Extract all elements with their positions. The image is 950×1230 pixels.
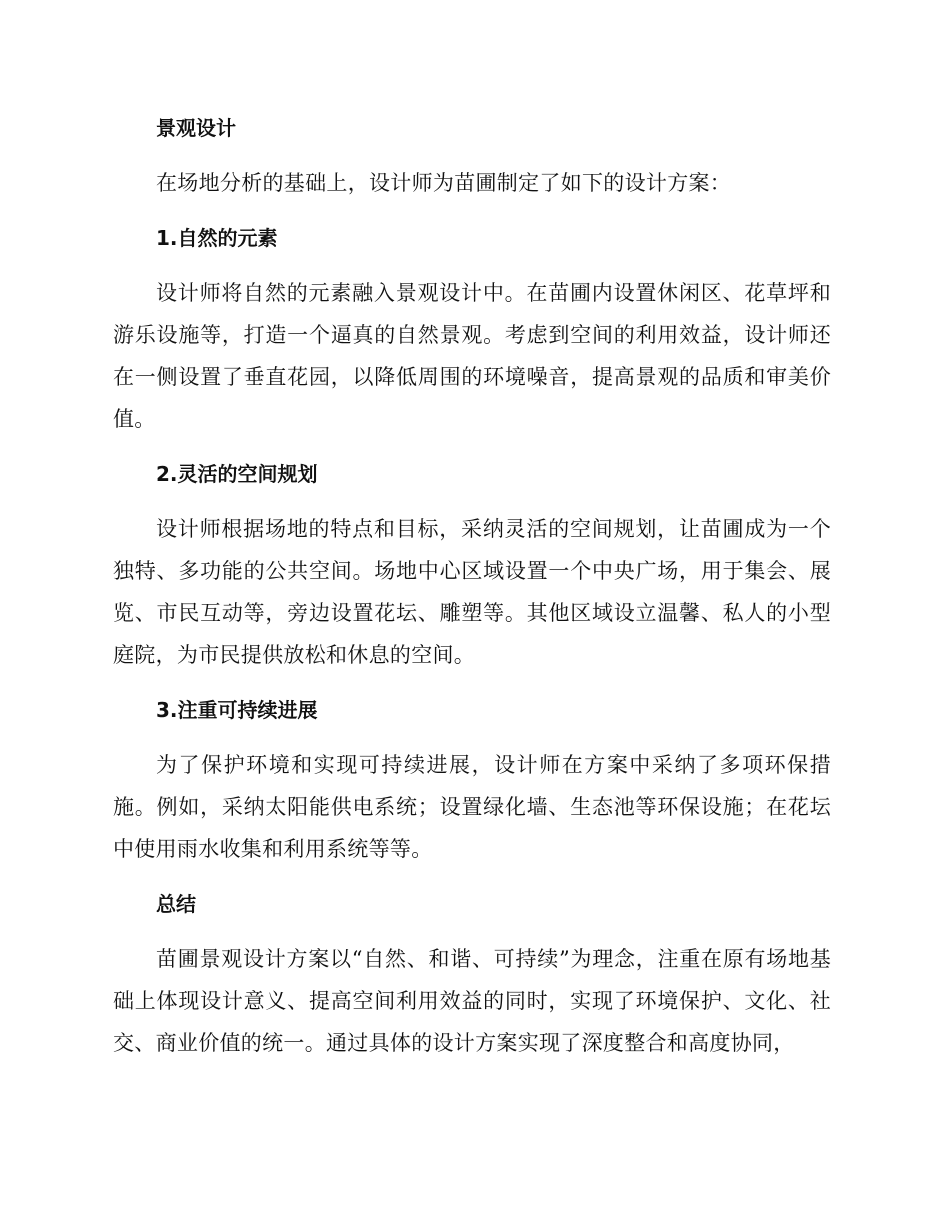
section-heading-sustainability: 3.注重可持续进展 [156,698,318,722]
spacer [113,259,831,272]
paragraph-sustainability: 为了保护环境和实现可持续进展，设计师在方案中采纳了多项环保措施。例如，采纳太阳能供电系统；设置绿化墙、生态池等环保设施；在花坛中使用雨水收集和利用系统等等。 [113,753,831,861]
paragraph-natural-elements: 设计师将自然的元素融入景观设计中。在苗圃内设置休闲区、花草坪和游乐设施等，打造一个逼真的自然景观。考虑到空间的利用效益，设计师还在一侧设置了垂直花园，以降低周围的环境噪音，提高景观的品质和审美价值。 [113,281,831,431]
paragraph-intro: 在场地分析的基础上，设计师为苗圃制定了如下的设计方案： [156,171,732,195]
document-body [113,107,831,1064]
spacer [113,440,831,453]
section-heading-natural-elements: 1.自然的元素 [156,226,278,250]
spacer [113,870,831,883]
spacer [113,149,831,162]
paragraph-summary: 苗圃景观设计方案以“自然、和谐、可持续”为理念，注重在原有场地基础上体现设计意义、提高空间利用效益的同时，实现了环境保护、文化、社交、商业价值的统一。通过具体的设计方案实现了深度整合和高度协同， [113,947,831,1055]
spacer [113,731,831,744]
spacer [113,495,831,508]
spacer [113,676,831,689]
paragraph-space-planning: 设计师根据场地的特点和目标，采纳灵活的空间规划，让苗圃成为一个独特、多功能的公共空间。场地中心区域设置一个中央广场，用于集会、展览、市民互动等，旁边设置花坛、雕塑等。其他区域设立温馨、私人的小型庭院，为市民提供放松和休息的空间。 [113,517,831,667]
spacer [113,204,831,217]
spacer [113,925,831,938]
section-heading-summary: 总结 [156,892,196,916]
section-heading-landscape-design: 景观设计 [156,116,236,140]
section-heading-space-planning: 2.灵活的空间规划 [156,462,318,486]
